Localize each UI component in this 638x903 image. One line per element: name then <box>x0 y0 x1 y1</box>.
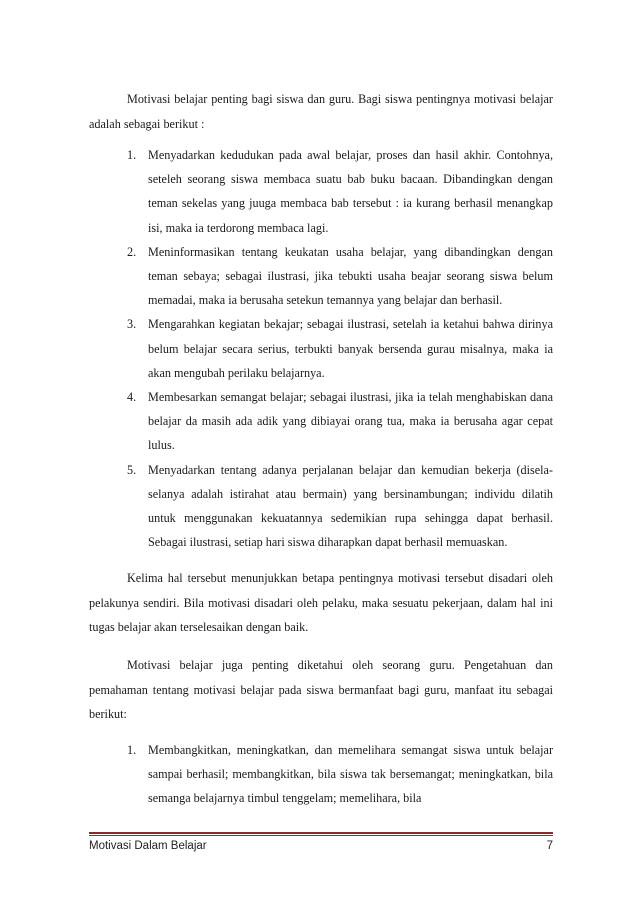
list-item-text: Meninformasikan tentang keukatan usaha belajar, yang dibandingkan dengan teman sebaya; sebagai ilustrasi, jika tebukti usaha beajar seorang siswa belum memadai, maka ia berusaha setekun temannya yang belajar dan berhasil. <box>148 244 553 308</box>
teacher-paragraph: Motivasi belajar juga penting diketahui oleh seorang guru. Pengetahuan dan pemahaman tentang motivasi belajar pada siswa bermanfaat bagi guru, manfaat itu sebagai berikut: <box>89 658 553 721</box>
teacher-benefits-list <box>127 738 553 811</box>
list-item-number: 2. <box>127 244 137 259</box>
list-item-number: 3. <box>127 317 137 332</box>
list-item-number: 4. <box>127 390 137 405</box>
list-item <box>127 385 553 458</box>
list-item <box>127 738 553 811</box>
list-item <box>127 143 553 240</box>
list-item <box>127 312 553 385</box>
page-number: 7 <box>546 840 553 852</box>
list-item-number: 5. <box>127 462 137 477</box>
footer-title: Motivasi Dalam Belajar <box>89 840 207 852</box>
list-item-number: 1. <box>127 743 137 757</box>
list-item <box>127 240 553 313</box>
list-item-text: Membesarkan semangat belajar; sebagai ilustrasi, jika ia telah menghabiskan dana belajar da masih ada adik yang dibiayai orang tua, maka ia berusaha agar cepat lulus. <box>148 390 553 453</box>
list-item-number: 1. <box>127 148 137 162</box>
list-item <box>127 458 553 555</box>
list-item-text: Membangkitkan, meningkatkan, dan memelihara semangat siswa untuk belajar sampai berhasil; membangkitkan, bila siswa tak bersemangat; meningkatkan, bila semanga belajarnya timbul tenggelam; memelihara, bila <box>148 743 553 806</box>
footer-divider-thin <box>89 835 553 836</box>
list-item-text: Menyadarkan kedudukan pada awal belajar, proses dan hasil akhir. Contohnya, seteleh seorang siswa membaca suatu bab buku bacaan. Dibandingkan dengan teman sekelas yang juuga membaca bab tersebut : ia kurang berhasil menangkap isi, maka ia terdorong membaca lagi. <box>148 148 553 235</box>
footer-divider <box>89 832 553 834</box>
list-item-text: Menyadarkan tentang adanya perjalanan belajar dan kemudian bekerja (disela-selanya adalah istirahat atau bermain) yang bersinambungan; individu dilatih untuk menggunakan kekuatannya sedemikian rupa sehingga dapat berhasil. Sebagai ilustrasi, setiap hari siswa diharapkan dapat berhasil memuaskan. <box>148 462 553 550</box>
summary-paragraph: Kelima hal tersebut menunjukkan betapa pentingnya motivasi tersebut disadari oleh pelakunya sendiri. Bila motivasi disadari oleh pelaku, maka sesuatu pekerjaan, dalam hal ini tugas belajar akan terselesaikan dengan baik. <box>89 571 553 634</box>
list-item-text: Mengarahkan kegiatan bekajar; sebagai ilustrasi, setelah ia ketahui bahwa dirinya belum belajar secara serius, terbukti banyak bersenda gurau misalnya, maka ia akan mengubah perilaku belajarnya. <box>148 317 553 380</box>
intro-paragraph: Motivasi belajar penting bagi siswa dan guru. Bagi siswa pentingnya motivasi belajar adalah sebagai berikut : <box>89 92 553 131</box>
student-benefits-list <box>127 143 553 554</box>
